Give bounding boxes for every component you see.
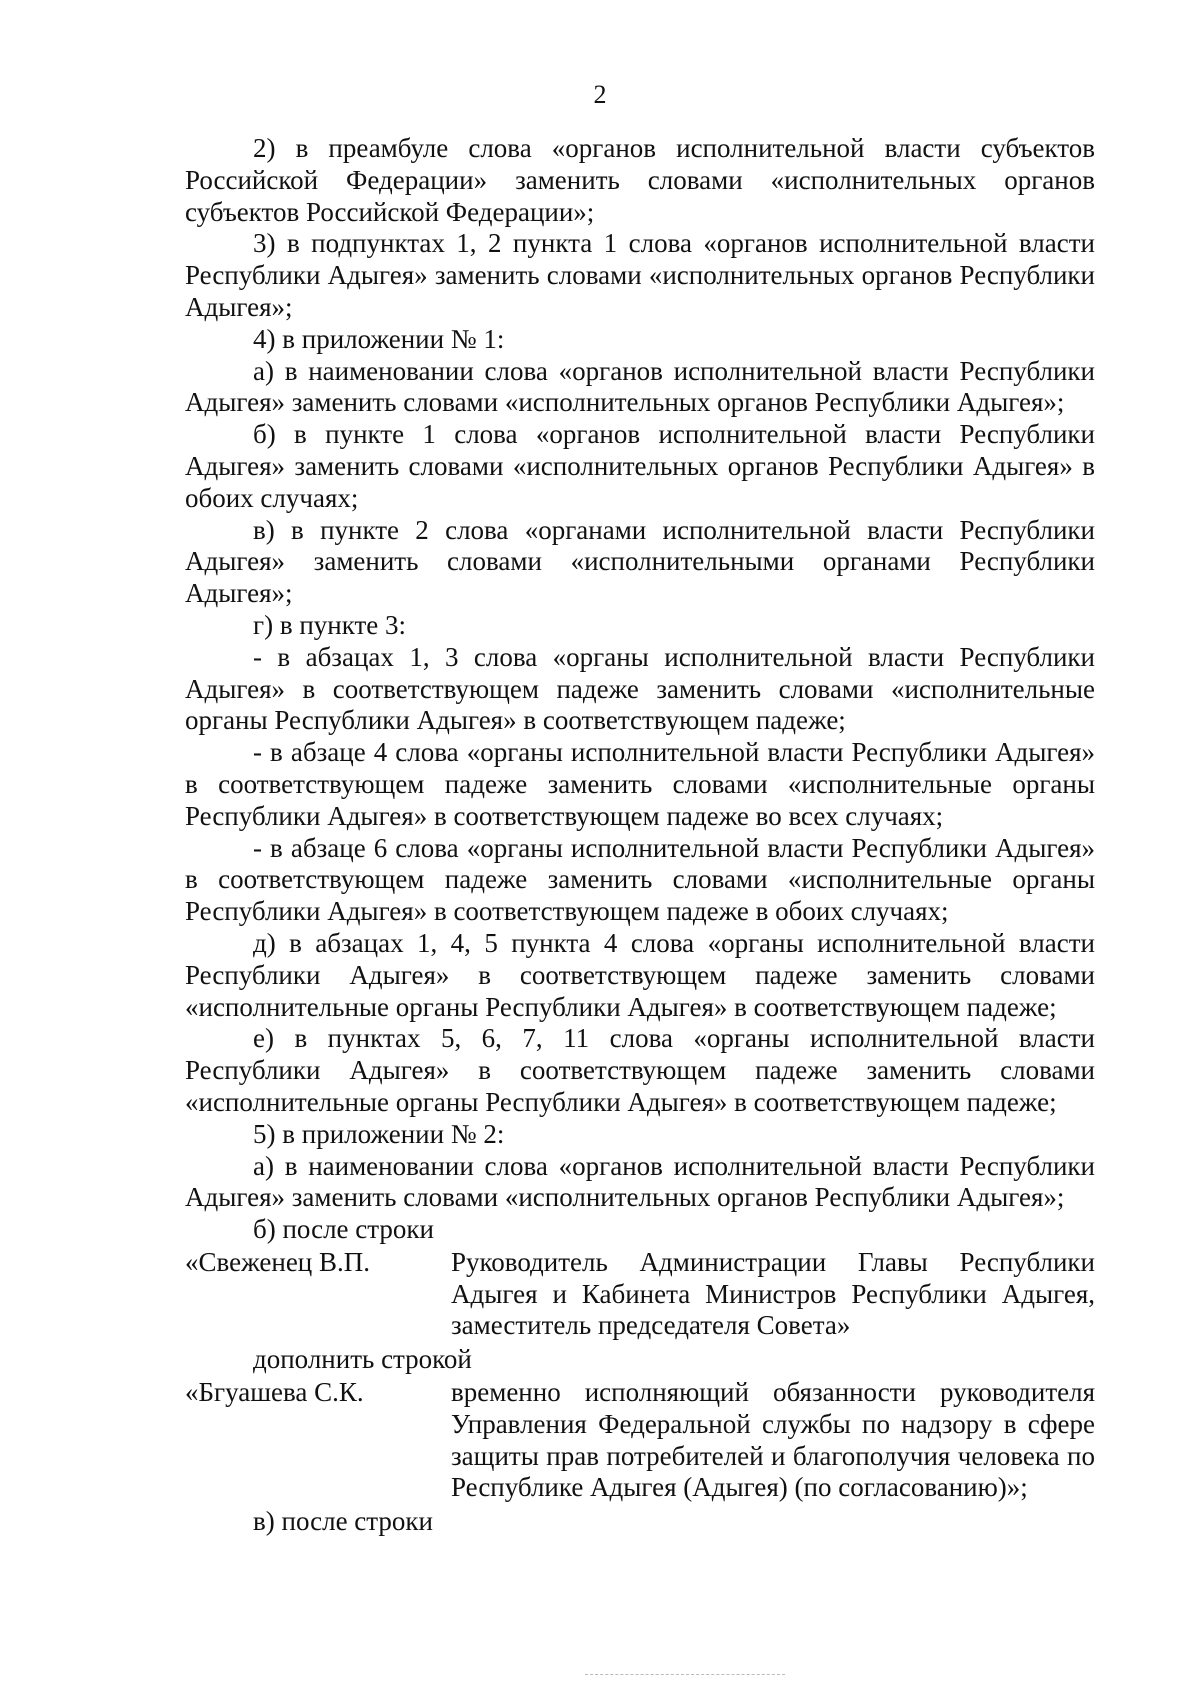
paragraph-appendix-2-b: б) после строки: [253, 1214, 434, 1245]
paragraph-appendix-1-e: е) в пунктах 5, 6, 7, 11 слова «органы исполнительной власти Республики Адыгея» в соответствующем падеже заменить словами «исполнительные органы Республики Адыгея» в соответствующем падеже;: [185, 1023, 1095, 1117]
scan-artifact: [585, 1674, 785, 1678]
paragraph-dash-2: - в абзаце 4 слова «органы исполнительной власти Республики Адыгея» в соответствующем падеже заменить словами «исполнительные органы Республики Адыгея» в соответствующем падеже во всех случаях;: [185, 737, 1095, 831]
paragraph-dash-1: - в абзацах 1, 3 слова «органы исполнительной власти Республики Адыгея» в соответствующем падеже заменить словами «исполнительные органы Республики Адыгея» в соответствующем падеже;: [185, 641, 1095, 736]
paragraph-after-row: в) после строки: [253, 1506, 433, 1537]
paragraph-appendix-1-b: б) в пункте 1 слова «органов исполнительной власти Республики Адыгея» заменить словами «исполнительных органов Республики Адыгея» в обоих случаях;: [185, 419, 1095, 513]
member-row-svezhenets: [185, 1247, 1095, 1342]
paragraph-appendix-1-heading: 4) в приложении № 1:: [253, 323, 505, 354]
paragraph-appendix-1-g: г) в пункте 3:: [253, 609, 407, 640]
paragraph-appendix-1-d: д) в абзацах 1, 4, 5 пункта 4 слова «органы исполнительной власти Республики Адыгея» в соответствующем падеже заменить словами «исполнительные органы Республики Адыгея» в соответствующем падеже;: [185, 927, 1095, 1022]
document-body: [185, 133, 1095, 1538]
paragraph-appendix-1-v: в) в пункте 2 слова «органами исполнительной власти Республики Адыгея» заменить словами «исполнительными органами Республики Адыгея»;: [185, 514, 1095, 609]
member-name: «Свеженец В.П.: [185, 1246, 371, 1277]
paragraph-appendix-1-a: а) в наименовании слова «органов исполнительной власти Республики Адыгея» заменить словами «исполнительных органов Республики Адыгея»;: [185, 355, 1095, 418]
member-position: Руководитель Администрации Главы Республики Адыгея и Кабинета Министров Республики Адыгея, заместитель председателя Совета»: [451, 1246, 1095, 1341]
paragraph-subitems: 3) в подпунктах 1, 2 пункта 1 слова «органов исполнительной власти Республики Адыгея» заменить словами «исполнительных органов Республики Адыгея»;: [185, 228, 1095, 322]
member-row-bguasheva: [185, 1377, 1095, 1504]
paragraph-add-row: дополнить строкой: [253, 1344, 472, 1375]
member-name: «Бгуашева С.К.: [185, 1377, 364, 1408]
paragraph-appendix-2-heading: 5) в приложении № 2:: [253, 1118, 505, 1149]
paragraph-preamble: 2) в преамбуле слова «органов исполнительной власти субъектов Российской Федерации» заменить словами «исполнительных органов субъектов Российской Федерации»;: [185, 133, 1095, 227]
page-number: 2: [593, 80, 607, 109]
paragraph-appendix-2-a: а) в наименовании слова «органов исполнительной власти Республики Адыгея» заменить словами «исполнительных органов Республики Адыгея»;: [185, 1150, 1095, 1213]
member-position: временно исполняющий обязанности руководителя Управления Федеральной службы по надзору в сфере защиты прав потребителей и благополучия человека по Республике Адыгея (Адыгея) (по согласованию)»;: [451, 1377, 1095, 1503]
paragraph-dash-3: - в абзаце 6 слова «органы исполнительной власти Республики Адыгея» в соответствующем падеже заменить словами «исполнительные органы Республики Адыгея» в соответствующем падеже в обоих случаях;: [185, 832, 1095, 927]
